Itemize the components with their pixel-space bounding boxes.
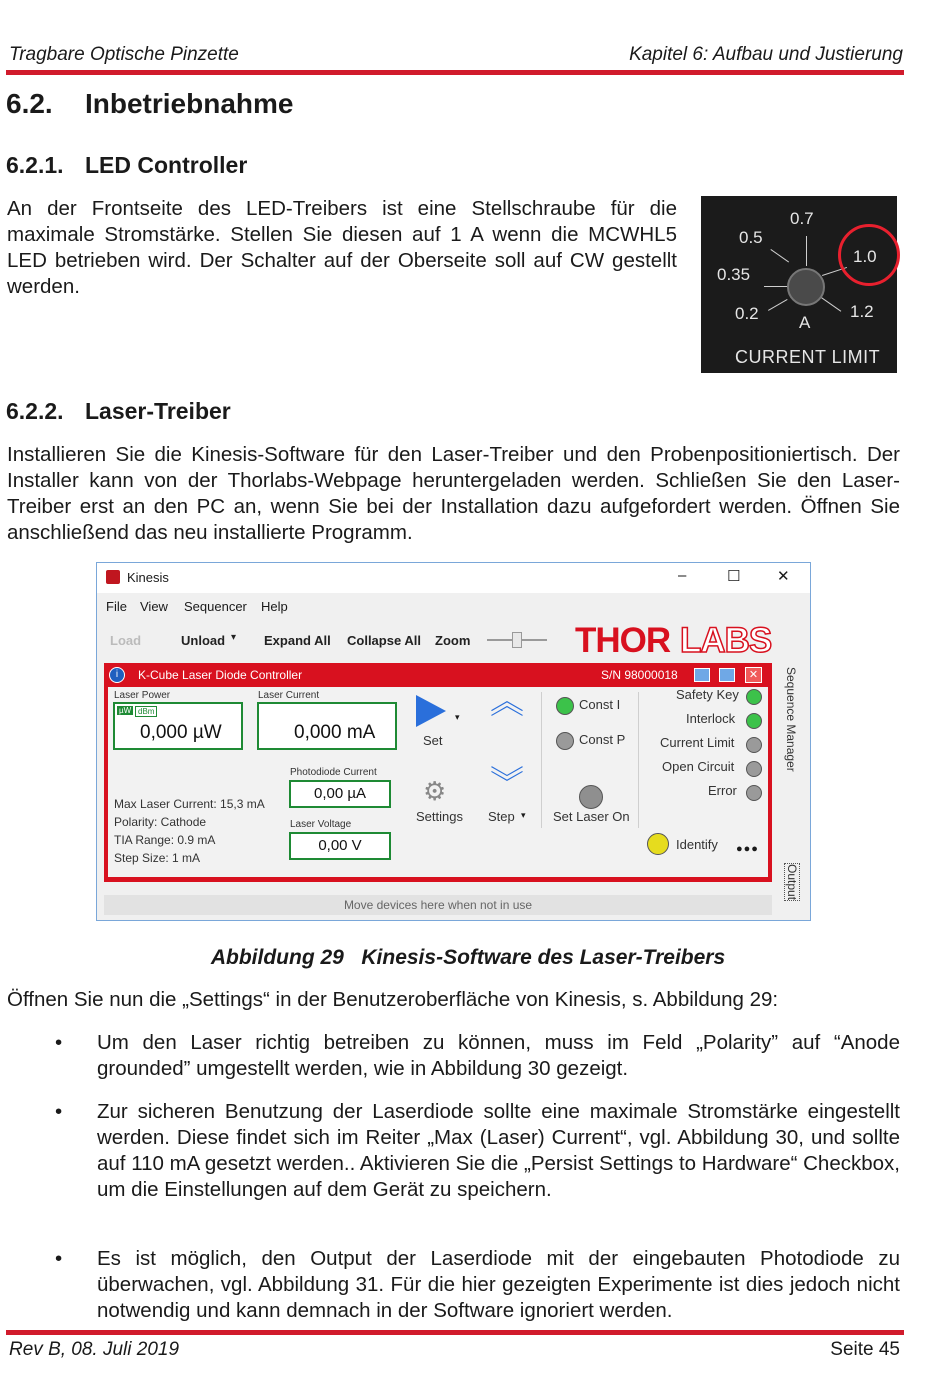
app-icon (106, 570, 120, 584)
panel-restore-icon[interactable] (719, 668, 735, 682)
laser-text: Installieren Sie die Kinesis-Software für den Laser-Treiber und den Probenpositioniertisch. Der Installer kann von der Thorlabs-Webpage heruntergeladen werden. Schließen Sie den Laser-Treiber erst an den PC an, wenn Sie bei der Installation dazu aufgefordert werden. Öffnen Sie anschließend das neu installierte Programm. (7, 443, 900, 544)
subsection-title: Laser-Treiber (85, 398, 231, 424)
unit-dbm-toggle[interactable]: dBm (135, 706, 157, 717)
footer-rule (6, 1330, 904, 1335)
laser-power-label: Laser Power (114, 690, 171, 701)
section-number: 6.2. (6, 88, 53, 119)
bullet-text: Zur sicheren Benutzung der Laserdiode sollte eine maximale Stromstärke eingestellt werden. Diese findet sich im Reiter „Max (Laser) Current“, vgl. Abbildung 30, und sollte auf 110 mA gesetzt werden.. Aktivieren Sie die „Persist Settings to Hardware“ Checkbox, um die Einstellungen auf dem Gerät zu speichern. (97, 1100, 900, 1201)
menu-help[interactable]: Help (261, 599, 288, 614)
device-dock-bar[interactable]: Move devices here when not in use (104, 895, 772, 915)
figure-title: Kinesis-Software des Laser-Treibers (361, 946, 726, 969)
highlight-circle (838, 224, 900, 286)
step-dropdown-icon[interactable]: ▾ (521, 810, 526, 820)
bullet-text: Es ist möglich, den Output der Laserdiode mit der eingebauten Photodiode zu überwachen, vgl. Abbildung 31. Für die hier gezeigten Experimente ist dies jedoch nicht notwendig und kann demnach in der Software ignoriert werden. (97, 1247, 900, 1322)
unload-button[interactable]: Unload (181, 633, 226, 648)
current-limit-caption: CURRENT LIMIT (735, 347, 881, 367)
figure-caption (0, 946, 936, 970)
sequence-manager-tab[interactable]: Sequence Manager (784, 667, 798, 772)
current-limit-led (746, 737, 762, 753)
settings-gear-icon[interactable]: ⚙ (423, 776, 447, 806)
chevron-down-icon: ▾ (231, 632, 237, 643)
step-down-icon[interactable]: ︾ (490, 765, 524, 803)
open-circuit-led (746, 761, 762, 777)
window-title: Kinesis (127, 570, 169, 585)
dial-label-0-7: 0.7 (790, 209, 814, 228)
panel-body (108, 683, 768, 877)
menu-bar (97, 593, 810, 619)
led-text: An der Frontseite des LED-Treibers ist eine Stellschraube für die maximale Stromstärke. Stellen Sie diesen auf 1 A wenn die MCWHL5 LED betrieben wird. Der Schalter auf der Oberseite soll auf CW gestellt werden. (7, 197, 677, 298)
current-limit-label: Current Limit (660, 735, 735, 750)
bullet-item (97, 1246, 900, 1324)
laser-power-value: 0,000 µW (140, 722, 222, 743)
bullet-symbol: • (55, 1247, 63, 1270)
set-arrow-icon[interactable] (416, 695, 446, 727)
photodiode-label: Photodiode Current (290, 767, 377, 778)
minimize-icon[interactable]: – (678, 567, 687, 584)
serial-number: S/N 98000018 (601, 668, 678, 682)
settings-intro-text: Öffnen Sie nun die „Settings“ in der Benutzeroberfläche von Kinesis, s. Abbildung 29: (7, 988, 779, 1011)
laser-current-value: 0,000 mA (294, 722, 376, 743)
divider (541, 692, 542, 828)
subsection-title: LED Controller (85, 152, 248, 178)
load-button[interactable]: Load (110, 633, 142, 648)
subsection-heading-led (6, 152, 247, 179)
expand-all-button[interactable]: Expand All (264, 633, 331, 648)
led-paragraph (7, 196, 677, 300)
laser-on-led[interactable] (579, 785, 603, 809)
panel-title: K-Cube Laser Diode Controller (138, 668, 303, 682)
error-led (746, 785, 762, 801)
bullet-item (97, 1099, 900, 1203)
menu-view[interactable]: View (140, 599, 168, 614)
dial-label-0-5: 0.5 (739, 228, 763, 247)
laser-paragraph (7, 442, 900, 546)
safety-key-led (746, 689, 762, 705)
open-circuit-label: Open Circuit (662, 759, 735, 774)
header-rule (6, 70, 904, 75)
thorlabs-logo-right: LABS (680, 621, 772, 660)
info-tia-range: TIA Range: 0.9 mA (114, 833, 216, 847)
dial-label-0-2: 0.2 (735, 304, 759, 323)
const-p-label: Const P (579, 732, 626, 747)
maximize-icon[interactable]: ☐ (727, 568, 741, 585)
output-tab[interactable]: Output (785, 864, 799, 901)
bullet-text: Um den Laser richtig betreiben zu können, muss im Feld „Polarity” auf “Anode grounded” umgestellt werden, wie in Abbildung 30 gezeigt. (97, 1031, 900, 1080)
unit-uw-toggle[interactable]: µW (119, 706, 132, 715)
running-header-left: Tragbare Optische Pinzette (9, 44, 239, 65)
const-i-label: Const I (579, 697, 621, 712)
dial-label-1-0: 1.0 (853, 247, 877, 266)
interlock-led (746, 713, 762, 729)
subsection-number: 6.2.1. (6, 152, 64, 178)
footer-revision: Rev B, 08. Juli 2019 (9, 1339, 180, 1360)
kinesis-window (96, 562, 811, 921)
section-heading (6, 88, 293, 120)
zoom-label: Zoom (435, 633, 471, 648)
safety-key-label: Safety Key (676, 687, 739, 702)
laser-current-display (257, 702, 397, 750)
more-options-icon[interactable]: ●●● (736, 843, 759, 855)
dial-tick (806, 236, 807, 266)
set-laser-on-label[interactable]: Set Laser On (553, 809, 630, 824)
step-label: Step (488, 809, 515, 824)
bullet-symbol: • (55, 1031, 63, 1054)
voltage-display: 0,00 V (289, 832, 391, 860)
section-title: Inbetriebnahme (85, 88, 294, 119)
zoom-slider-thumb[interactable] (512, 632, 522, 648)
const-p-led[interactable] (556, 732, 574, 750)
panel-close-icon[interactable]: ✕ (745, 667, 762, 683)
interlock-label: Interlock (686, 711, 736, 726)
panel-title-bar (104, 663, 772, 687)
set-dropdown-icon[interactable]: ▾ (455, 712, 460, 722)
menu-sequencer[interactable]: Sequencer (184, 599, 247, 614)
photodiode-display: 0,00 µA (289, 780, 391, 808)
dial-label-0-35: 0.35 (717, 265, 751, 284)
const-i-led[interactable] (556, 697, 574, 715)
close-icon[interactable]: ✕ (777, 568, 790, 585)
divider (638, 692, 639, 828)
info-max-current: Max Laser Current: 15,3 mA (114, 797, 265, 811)
dial-tick (764, 286, 788, 287)
info-icon[interactable]: i (109, 667, 125, 683)
subsection-number: 6.2.2. (6, 398, 64, 424)
step-up-icon[interactable]: ︽ (490, 683, 524, 721)
footer-page-number: Seite 45 (830, 1339, 900, 1360)
toolbar (97, 619, 810, 663)
laser-power-display (113, 702, 243, 750)
figure-label: Abbildung 29 (210, 946, 344, 969)
laser-current-label: Laser Current (258, 690, 320, 701)
bullet-symbol: • (55, 1100, 63, 1123)
error-label: Error (708, 783, 737, 798)
set-label: Set (423, 733, 443, 748)
panel-minimize-icon[interactable] (694, 668, 710, 682)
running-header-right: Kapitel 6: Aufbau und Justierung (629, 44, 903, 65)
dial-knob (787, 268, 825, 306)
settings-intro (7, 987, 900, 1013)
voltage-label: Laser Voltage (290, 819, 352, 830)
bullet-item (97, 1030, 900, 1082)
info-step-size: Step Size: 1 mA (114, 851, 201, 865)
title-bar (97, 563, 810, 593)
identify-led[interactable] (647, 833, 669, 855)
settings-label: Settings (416, 809, 463, 824)
laser-controller-panel (104, 663, 772, 882)
identify-label[interactable]: Identify (676, 837, 718, 852)
thorlabs-logo-left: THOR (575, 621, 671, 660)
info-polarity: Polarity: Cathode (114, 815, 207, 829)
menu-file[interactable]: File (106, 599, 127, 614)
collapse-all-button[interactable]: Collapse All (347, 633, 421, 648)
subsection-heading-laser (6, 398, 231, 425)
dial-label-1-2: 1.2 (850, 302, 874, 321)
dial-label-a: A (799, 313, 811, 332)
